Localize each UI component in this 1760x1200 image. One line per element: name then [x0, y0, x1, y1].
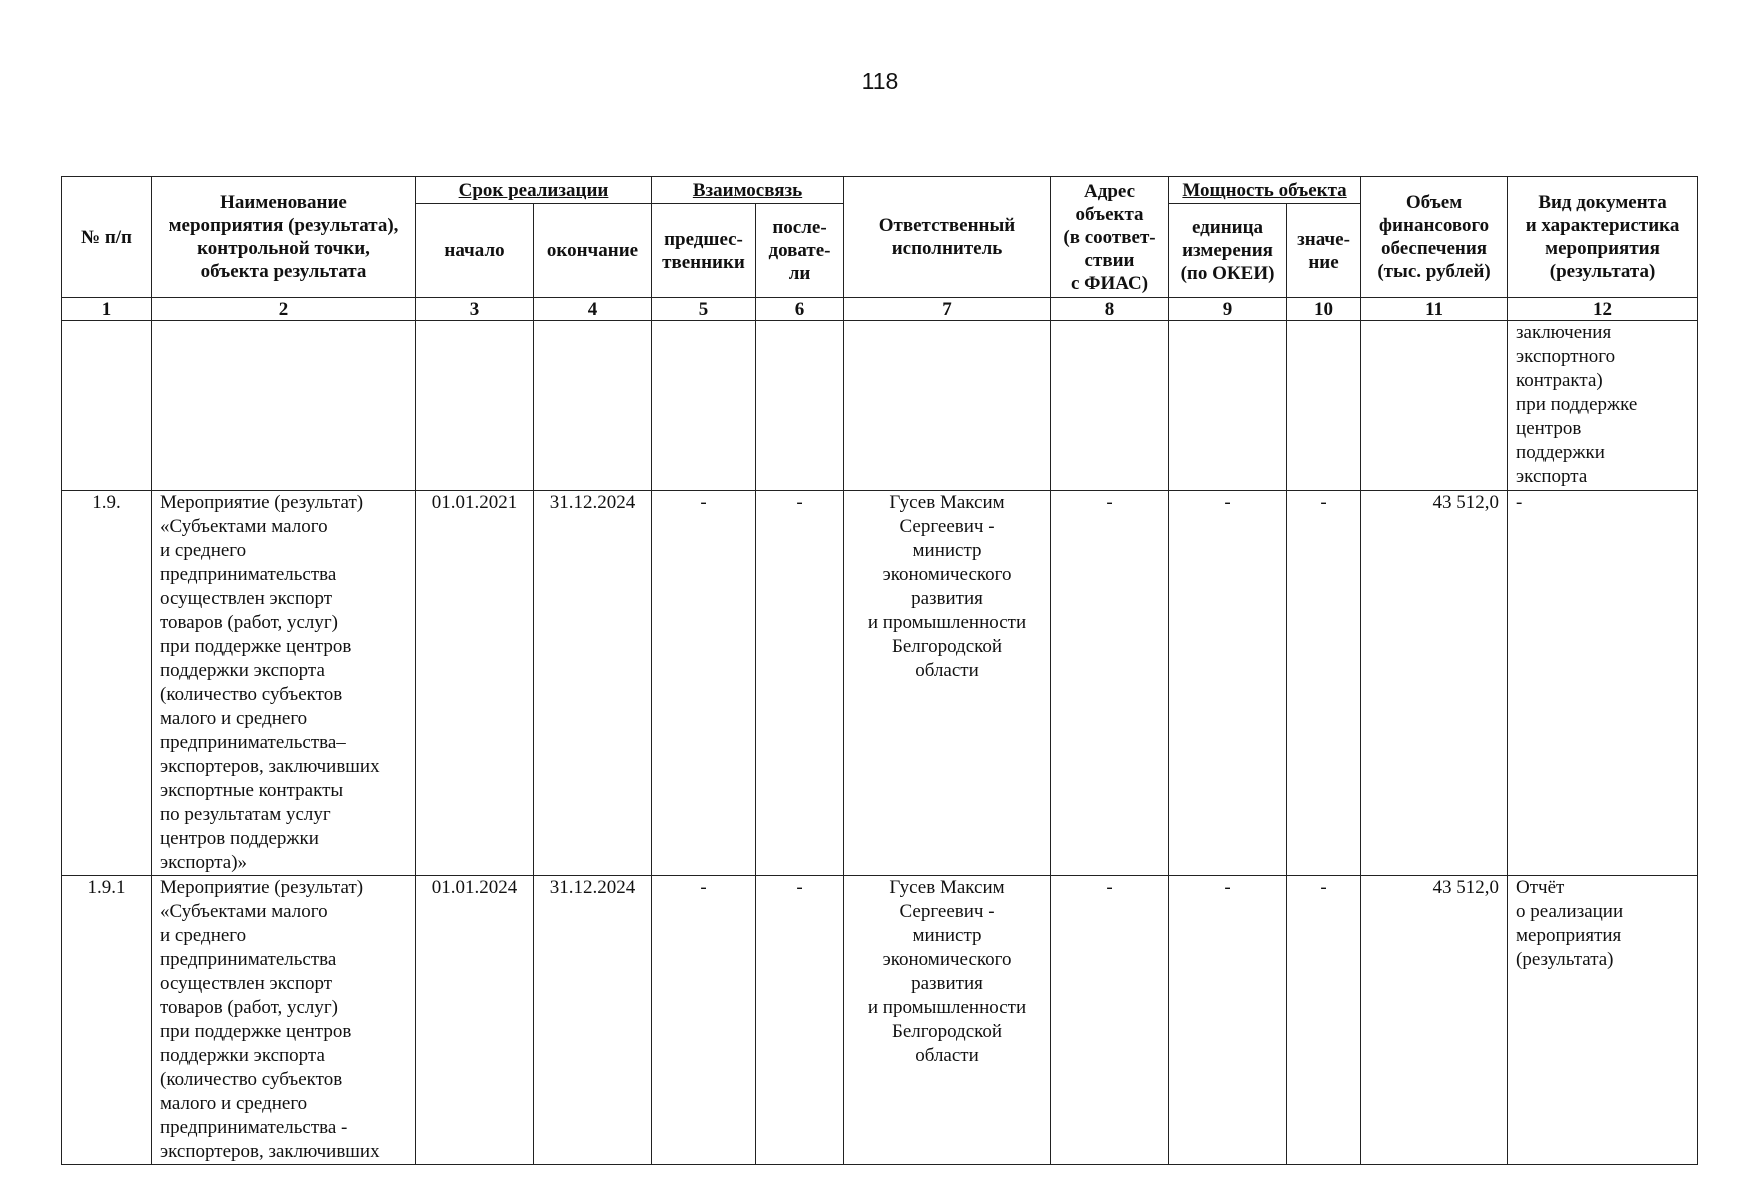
cell-number: 1.9.1 [62, 876, 152, 1165]
column-number: 11 [1361, 298, 1508, 321]
cell-successors: - [756, 491, 844, 876]
cell-empty [652, 321, 756, 491]
cell-unit: - [1169, 876, 1287, 1165]
column-number: 4 [534, 298, 652, 321]
table-row-continuation [62, 321, 1698, 491]
column-number: 8 [1051, 298, 1169, 321]
header-responsible: Ответственный исполнитель [844, 177, 1051, 298]
cell-successors: - [756, 876, 844, 1165]
column-number: 12 [1508, 298, 1698, 321]
cell-predecessors: - [652, 876, 756, 1165]
cell-end: 31.12.2024 [534, 491, 652, 876]
cell-value: - [1287, 876, 1361, 1165]
cell-financing: 43 512,0 [1361, 876, 1508, 1165]
header-row-top [62, 177, 1698, 204]
cell-unit: - [1169, 491, 1287, 876]
header-address: Адрес объекта (в соответ- ствии с ФИАС) [1051, 177, 1169, 298]
column-number: 10 [1287, 298, 1361, 321]
cell-empty [844, 321, 1051, 491]
column-number: 6 [756, 298, 844, 321]
table-row [62, 876, 1698, 1165]
cell-empty [62, 321, 152, 491]
header-number: № п/п [62, 177, 152, 298]
page-number: 118 [861, 68, 899, 94]
header-group-vzaimosvyaz: Взаимосвязь [652, 177, 844, 204]
plan-table [61, 176, 1698, 1165]
cell-number: 1.9. [62, 491, 152, 876]
table-row [62, 491, 1698, 876]
cell-document: заключения экспортного контракта) при поддержке центров поддержки экспорта [1508, 321, 1698, 491]
column-number: 9 [1169, 298, 1287, 321]
cell-name: Мероприятие (результат) «Субъектами малого и среднего предпринимательства осуществлен экспорт товаров (работ, услуг) при поддержке центров поддержки экспорта (количество субъектов малого и среднего предпринимательства– экспортеров, заключивших экспортные контракты по результатам услуг центров поддержки экспорта)» [152, 491, 416, 876]
column-number: 2 [152, 298, 416, 321]
cell-empty [1169, 321, 1287, 491]
cell-start: 01.01.2024 [416, 876, 534, 1165]
header-end: окончание [534, 204, 652, 298]
cell-document: - [1508, 491, 1698, 876]
cell-empty [1287, 321, 1361, 491]
header-value: значе- ние [1287, 204, 1361, 298]
header-financing: Объем финансового обеспечения (тыс. рублей) [1361, 177, 1508, 298]
cell-empty [416, 321, 534, 491]
cell-name: Мероприятие (результат) «Субъектами малого и среднего предпринимательства осуществлен экспорт товаров (работ, услуг) при поддержке центров поддержки экспорта (количество субъектов малого и среднего предпринимательства - экспортеров, заключивших [152, 876, 416, 1165]
column-number: 7 [844, 298, 1051, 321]
cell-end: 31.12.2024 [534, 876, 652, 1165]
cell-address: - [1051, 876, 1169, 1165]
column-number-row [62, 298, 1698, 321]
cell-financing: 43 512,0 [1361, 491, 1508, 876]
column-number: 5 [652, 298, 756, 321]
header-successors: после- довате- ли [756, 204, 844, 298]
cell-address: - [1051, 491, 1169, 876]
header-document: Вид документа и характеристика мероприятия (результата) [1508, 177, 1698, 298]
column-number: 3 [416, 298, 534, 321]
cell-responsible: Гусев Максим Сергеевич - министр экономического развития и промышленности Белгородской области [844, 491, 1051, 876]
column-number: 1 [62, 298, 152, 321]
cell-empty [152, 321, 416, 491]
cell-document: Отчёт о реализации мероприятия (результата) [1508, 876, 1698, 1165]
cell-value: - [1287, 491, 1361, 876]
cell-start: 01.01.2021 [416, 491, 534, 876]
cell-empty [534, 321, 652, 491]
header-group-srok: Срок реализации [416, 177, 652, 204]
header-predecessors: предшес- твенники [652, 204, 756, 298]
header-start: начало [416, 204, 534, 298]
cell-empty [1051, 321, 1169, 491]
cell-predecessors: - [652, 491, 756, 876]
cell-responsible: Гусев Максим Сергеевич - министр экономического развития и промышленности Белгородской области [844, 876, 1051, 1165]
header-name: Наименование мероприятия (результата), контрольной точки, объекта результата [152, 177, 416, 298]
header-group-moshchnost: Мощность объекта [1169, 177, 1361, 204]
cell-empty [756, 321, 844, 491]
cell-empty [1361, 321, 1508, 491]
header-unit: единица измерения (по ОКЕИ) [1169, 204, 1287, 298]
